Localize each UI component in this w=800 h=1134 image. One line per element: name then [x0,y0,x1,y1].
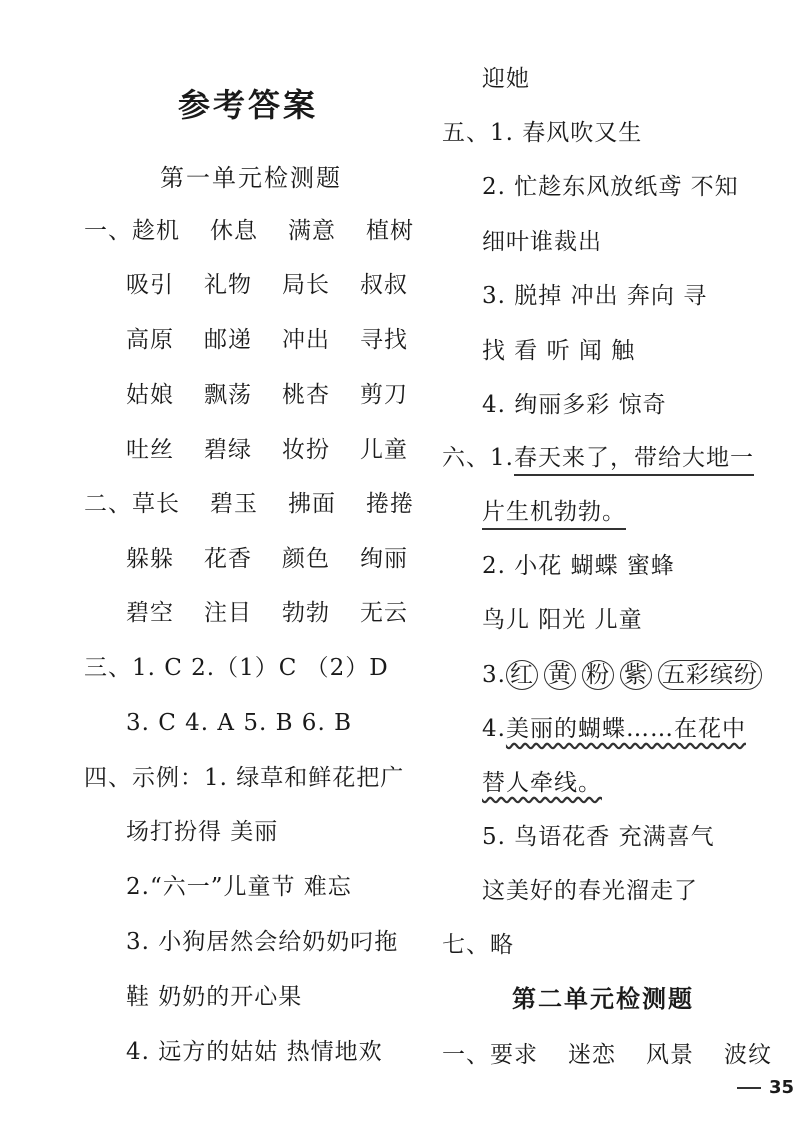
sec6-q2-line-1: 2. 小花 蝴蝶 蜜蜂 [482,553,675,579]
word: 吸引 [126,272,174,298]
continuation-text: 迎她 [482,66,530,92]
page-title: 参考答案 [178,86,319,124]
sec5-line-5: 找 看 听 闻 触 [482,338,636,364]
sec6-q5-line-2: 这美好的春光溜走了 [482,878,698,904]
wavy-underlined-answer: 美丽的蝴蝶……在花中 [505,716,746,742]
word: 拂面 [288,491,336,517]
word: 冲出 [282,327,330,353]
word: 高原 [126,327,174,353]
sec6-q2-line-2: 鸟儿 阳光 儿童 [482,607,643,633]
answer-text: 1. C 2.（1）C （2）D [132,655,389,681]
sec6-q4-line-2 [482,768,602,798]
word: 捲捲 [366,491,414,517]
sec1-row-4 [126,380,408,410]
sec1-row-3 [126,325,408,355]
sec4-line-5: 鞋 奶奶的开心果 [126,984,303,1010]
answer-text: 略 [490,932,514,958]
word: 颜色 [282,546,330,572]
sec5-line-6: 4. 绚丽多彩 惊奇 [482,392,667,418]
page-dash [737,1087,761,1089]
word: 碧绿 [204,437,252,463]
sec6-marker: 六、 [442,445,490,471]
sec6-q4-line-1 [482,714,746,744]
q-number: 3. [482,662,506,688]
answer-text: 示例：1. 绿草和鲜花把广 [132,765,405,791]
circled-word: 黄 [544,660,576,690]
word: 迷恋 [568,1042,616,1068]
word: 风景 [646,1042,694,1068]
circled-word: 红 [506,660,538,690]
sec1-row-1 [84,216,414,246]
sec3-line-2: 3. C 4. A 5. B 6. B [126,710,352,736]
q-number: 1. [490,445,514,471]
sec4-marker: 四、 [84,765,132,791]
word: 植树 [366,218,414,244]
unit2-title: 第二单元检测题 [512,984,694,1013]
sec7-marker: 七、 [442,932,490,958]
page-number-text: 35 [768,1077,794,1098]
circled-word: 紫 [620,660,652,690]
sec6-q3 [482,660,762,690]
unit2-sec1-row [442,1040,772,1070]
word: 休息 [210,218,258,244]
word: 花香 [204,546,252,572]
word: 碧玉 [210,491,258,517]
unit2-sec1-marker: 一、 [442,1042,490,1068]
word: 碧空 [126,600,174,626]
word: 要求 [490,1042,538,1068]
circled-phrase: 五彩缤纷 [658,660,762,690]
sec4-line-6: 4. 远方的姑姑 热情地欢 [126,1039,383,1065]
sec6-q5-line-1: 5. 鸟语花香 充满喜气 [482,824,715,850]
sec4-line-3: 2.“六一”儿童节 难忘 [126,874,352,900]
sec5-line-3: 细叶谁裁出 [482,229,602,255]
page-number [737,1077,794,1098]
word: 寻找 [360,327,408,353]
word: 叔叔 [360,272,408,298]
underlined-answer: 片生机勃勃。 [482,497,626,530]
word: 满意 [288,218,336,244]
word: 躲躲 [126,546,174,572]
sec2-marker: 二、 [84,491,132,517]
word: 趁机 [132,218,180,244]
word: 波纹 [724,1042,772,1068]
sec1-row-5 [126,435,408,465]
sec3-marker: 三、 [84,655,132,681]
answer-text: 1. 春风吹又生 [490,120,643,146]
word: 草长 [132,491,180,517]
word: 邮递 [204,327,252,353]
sec6-q1-line-2 [482,497,626,530]
word: 姑娘 [126,382,174,408]
word: 吐丝 [126,437,174,463]
wavy-underlined-answer: 替人牵线。 [482,770,602,796]
word: 飘荡 [204,382,252,408]
sec4-line-2: 场打扮得 美丽 [126,819,279,845]
sec5-line-2: 2. 忙趁东风放纸鸢 不知 [482,174,739,200]
circled-word: 粉 [582,660,614,690]
sec1-marker: 一、 [84,218,132,244]
sec2-row-3 [126,598,408,628]
sec3-line-1 [84,653,389,683]
word: 无云 [360,600,408,626]
word: 剪刀 [360,382,408,408]
sec5-marker: 五、 [442,120,490,146]
sec5-line-1 [442,118,642,148]
sec6-q1-line-1 [442,443,754,476]
unit1-title: 第一单元检测题 [160,164,342,192]
sec5-line-4: 3. 脱掉 冲出 奔向 寻 [482,283,708,309]
word: 礼物 [204,272,252,298]
word: 绚丽 [360,546,408,572]
sec4-line-4: 3. 小狗居然会给奶奶叼拖 [126,929,399,955]
sec2-row-2 [126,544,408,574]
underlined-answer: 春天来了，带给大地一 [514,443,754,476]
word: 桃杏 [282,382,330,408]
sec7 [442,930,514,960]
word: 局长 [282,272,330,298]
sec2-row-1 [84,489,414,519]
sec4-line-1 [84,763,404,793]
word: 儿童 [360,437,408,463]
word: 妆扮 [282,437,330,463]
sec1-row-2 [126,270,408,300]
q-number: 4. [482,716,506,742]
word: 注目 [204,600,252,626]
word: 勃勃 [282,600,330,626]
